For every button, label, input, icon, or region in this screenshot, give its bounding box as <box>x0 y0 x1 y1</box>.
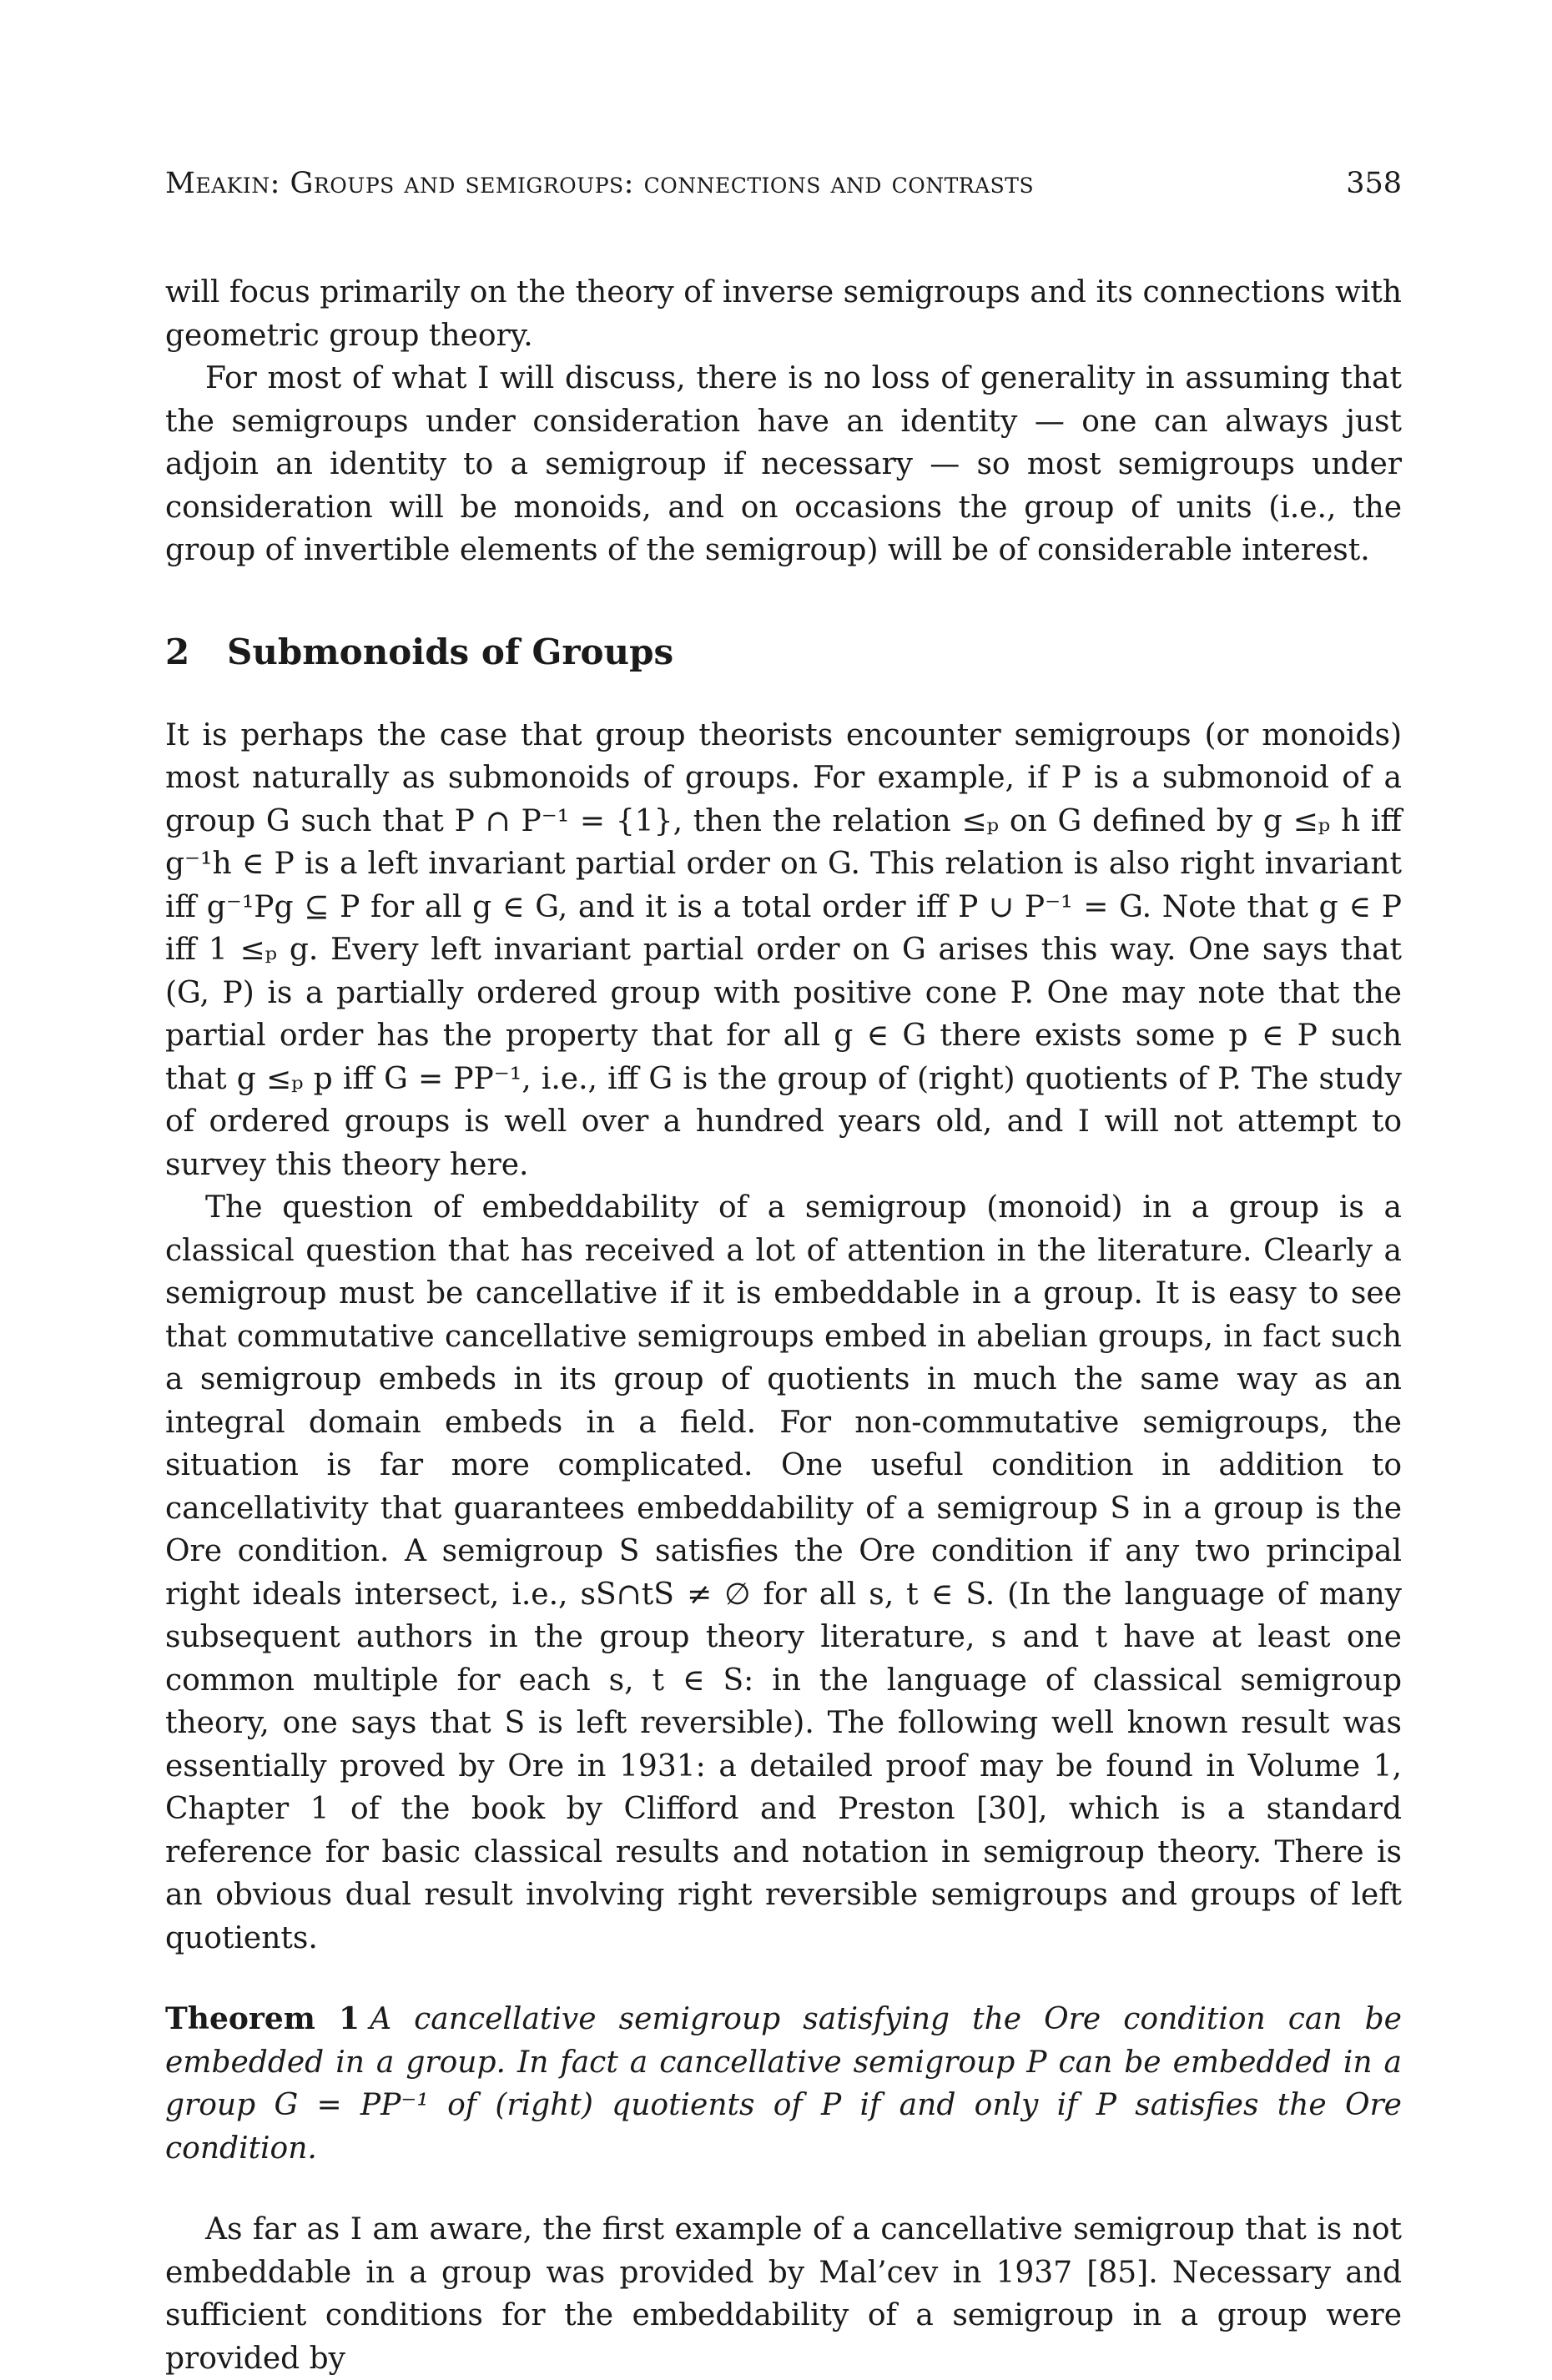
section-title: Submonoids of Groups <box>227 631 674 672</box>
section-heading <box>165 629 1402 676</box>
theorem-label: Theorem 1 <box>165 2001 360 2036</box>
body-text <box>165 271 1402 2380</box>
paragraph: will focus primarily on the theory of inverse semigroups and its connections with geometric group theory. <box>165 275 1402 353</box>
running-title: Meakin: Groups and semigroups: connections and contrasts <box>165 167 1035 200</box>
theorem-block <box>165 1998 1402 2170</box>
section-number: 2 <box>165 631 190 672</box>
theorem-statement: A cancellative semigroup satisfying the Ore condition can be embedded in a group. In fact a cancellative semigroup P can be embedded in a group G = PP⁻¹ of (right) quotients of P if and only if P satisfies the Ore condition. <box>165 2002 1402 2166</box>
paragraph: As far as I am aware, the first example of a cancellative semigroup that is not embeddable in a group was provided by Mal’cev in 1937 [85]. Necessary and sufficient conditions for the embeddability of a semigroup in a group were provided by <box>165 2212 1402 2376</box>
paragraph: The question of embeddability of a semigroup (monoid) in a group is a classical question that has received a lot of attention in the literature. Clearly a semigroup must be cancellative if it is embeddable in a group. It is easy to see that commutative cancellative semigroups embed in abelian groups, in fact such a semigroup embeds in its group of quotients in much the same way as an integral domain embeds in a field. For non-commutative semigroups, the situation is far more complicated. One useful condition in addition to cancellativity that guarantees embeddability of a semigroup S in a group is the Ore condition. A semigroup S satisfies the Ore condition if any two principal right ideals intersect, i.e., sS∩tS ≠ ∅ for all s, t ∈ S. (In the language of many subsequent authors in the group theory literature, s and t have at least one common multiple for each s, t ∈ S: in the language of classical semigroup theory, one says that S is left reversible). The following well known result was essentially proved by Ore in 1931: a detailed proof may be found in Volume 1, Chapter 1 of the book by Clifford and Preston [30], which is a standard reference for basic classical results and notation in semigroup theory. There is an obvious dual result involving right reversible semigroups and groups of left quotients. <box>165 1190 1402 1955</box>
page-number: 358 <box>1346 167 1402 200</box>
paragraph: It is perhaps the case that group theorists encounter semigroups (or monoids) most naturally as submonoids of groups. For example, if P is a submonoid of a group G such that P ∩ P⁻¹ = {1}, then the relation ≤ₚ on G defined by g ≤ₚ h iff g⁻¹h ∈ P is a left invariant partial order on G. This relation is also right invariant iff g⁻¹Pg ⊆ P for all g ∈ G, and it is a total order iff P ∪ P⁻¹ = G. Note that g ∈ P iff 1 ≤ₚ g. Every left invariant partial order on G arises this way. One says that (G, P) is a partially ordered group with positive cone P. One may note that the partial order has the property that for all g ∈ G there exists some p ∈ P such that g ≤ₚ p iff G = PP⁻¹, i.e., iff G is the group of (right) quotients of P. The study of ordered groups is well over a hundred years old, and I will not attempt to survey this theory here. <box>165 717 1402 1182</box>
running-header <box>165 164 1402 204</box>
paragraph: For most of what I will discuss, there is no loss of generality in assuming that the semigroups under consideration have an identity — one can always just adjoin an identity to a semigroup if necessary — so most semigroups under consideration will be monoids, and on occasions the group of units (i.e., the group of invertible elements of the semigroup) will be of considerable interest. <box>165 361 1402 567</box>
